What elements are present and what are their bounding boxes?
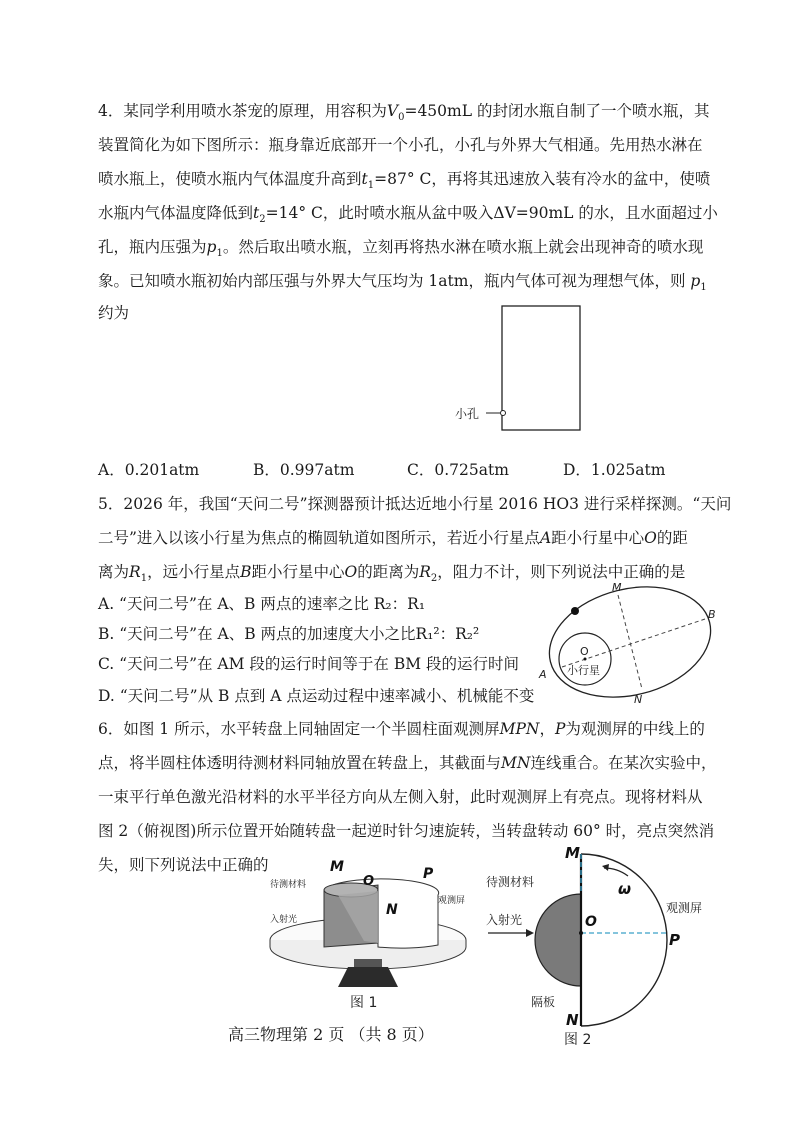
var-b: B xyxy=(240,563,252,581)
q6-text: 连线重合。在某次实验中， xyxy=(530,754,717,772)
var-o: O xyxy=(644,529,657,547)
var-r: R xyxy=(129,563,141,581)
label-asteroid: 小行星 xyxy=(567,664,600,677)
rotation-arrow-icon xyxy=(602,864,609,871)
q5-text: 二号”进入以该小行星为焦点的椭圆轨道如图所示，若近小行星点 xyxy=(98,529,540,547)
sub: 1 xyxy=(140,573,148,585)
var-r: R xyxy=(419,563,431,581)
stand-base xyxy=(338,967,398,987)
q4-option-a: A．0.201atm xyxy=(98,461,200,479)
q4-text: 喷水瓶上，使喷水瓶内气体温度升高到 xyxy=(98,170,362,188)
q5-line-1 xyxy=(98,497,731,513)
hole-label: 小孔 xyxy=(455,407,480,421)
major-axis xyxy=(562,619,705,667)
q4-text: 孔，瓶内压强为 xyxy=(98,238,207,256)
var-t: t xyxy=(361,170,368,188)
sub: 0 xyxy=(398,112,405,124)
sub: 2 xyxy=(430,573,438,585)
fig1-label-n: N xyxy=(386,902,398,918)
var-o: O xyxy=(344,563,358,581)
var-p: p xyxy=(206,238,217,256)
center-dot xyxy=(579,931,583,935)
label-n: N xyxy=(634,693,643,706)
figure-1 xyxy=(268,855,468,1015)
fig2-label-p: P xyxy=(669,931,680,949)
label-o: O xyxy=(580,645,589,658)
figure-2 xyxy=(478,838,718,1048)
sub: 1 xyxy=(700,282,707,294)
fig1-label-o: O xyxy=(363,874,375,889)
fig1-label-m: M xyxy=(330,859,344,875)
fig2-label-n: N xyxy=(566,1011,579,1029)
orbit-diagram xyxy=(528,578,724,710)
var-a: A xyxy=(539,529,552,547)
q5-text: 的距 xyxy=(656,529,688,547)
hole-icon xyxy=(501,411,506,416)
q4-line-1 xyxy=(98,104,709,123)
sub: 1 xyxy=(216,248,223,260)
q4-text: 。然后取出喷水瓶，立刻再将热水淋在喷水瓶上就会出现神奇的喷水现 xyxy=(222,238,704,256)
label-b: B xyxy=(708,608,716,621)
arrow-right-icon xyxy=(526,929,534,937)
fig1-label-material: 待测材料 xyxy=(270,880,307,890)
q6-line-2 xyxy=(98,756,716,772)
material-half-disc xyxy=(535,894,581,986)
var-mpn: MPN xyxy=(499,720,540,738)
q5-text: 5．2026 年，我国“天问二号”探测器预计抵达近地小行星 2016 HO3 进行采样探测。“天问 xyxy=(98,495,732,513)
var-v: V xyxy=(386,102,399,120)
label-a: A xyxy=(539,668,547,681)
q4-text: 象。已知喷水瓶初始内部压强与外界大气压均为 1atm，瓶内气体可视为理想气体，则 xyxy=(98,272,686,290)
fig1-label-incident: 入射光 xyxy=(270,915,298,925)
q6-text: 失，则下列说法中正确的 xyxy=(98,856,269,874)
minor-axis xyxy=(618,595,642,689)
q4-text: 装置简化为如下图所示：瓶身靠近底部开一个小孔，小孔与外界大气相通。先用热水淋在 xyxy=(98,136,703,154)
fig2-label-o: O xyxy=(585,914,597,930)
q6-text: 6．如图 1 所示，水平转盘上同轴固定一个半圆柱面观测屏 xyxy=(98,720,500,738)
var-p: p xyxy=(690,272,701,290)
q4-text: 水瓶内气体温度降低到 xyxy=(98,204,254,222)
q4-line-7 xyxy=(98,306,129,322)
q6-text: ， xyxy=(539,720,555,738)
fig1-label-p: P xyxy=(423,866,434,882)
fig1-caption: 图 1 xyxy=(350,995,378,1011)
q6-text: 一束平行单色激光沿材料的水平半径方向从左侧入射，此时观测屏上有亮点。现将材料从 xyxy=(98,788,703,806)
q6-line-1 xyxy=(98,722,705,738)
q5-text: 离为 xyxy=(98,563,130,581)
q4-line-6 xyxy=(98,274,707,293)
q4-text: =450mL 的封闭水瓶自制了一个喷水瓶，其 xyxy=(404,102,710,120)
label-m: M xyxy=(612,581,622,594)
probe-icon xyxy=(571,607,579,615)
q4-text: 约为 xyxy=(98,304,130,322)
q5-option-c: C. “天问二号”在 AM 段的运行时间等于在 BM 段的运行时间 xyxy=(98,655,520,673)
sub: 2 xyxy=(259,214,266,226)
q5-option-a: A. “天问二号”在 A、B 两点的速率之比 R₂：R₁ xyxy=(98,595,426,613)
fig2-label-m: M xyxy=(565,844,580,862)
bottle-diagram xyxy=(450,300,590,432)
q4-text: 4．某同学利用喷水茶宠的原理，用容积为 xyxy=(98,102,387,120)
q4-option-c: C．0.725atm xyxy=(407,461,509,479)
q4-text: =87° C，再将其迅速放入装有冷水的盆中，使喷 xyxy=(374,170,711,188)
bottle-outline xyxy=(502,306,580,430)
q5-line-2 xyxy=(98,531,688,547)
var-p: P xyxy=(554,720,566,738)
q6-line-3 xyxy=(98,790,703,806)
q4-option-d: D．1.025atm xyxy=(563,461,666,479)
q5-option-d: D. “天问二号”从 B 点到 A 点运动过程中速率减小、机械能不变 xyxy=(98,687,535,705)
q5-text: ，阻力不计，则下列说法中正确的是 xyxy=(437,563,686,581)
q4-line-4 xyxy=(98,206,718,225)
q4-option-b: B．0.997atm xyxy=(253,461,355,479)
fig2-label-screen: 观测屏 xyxy=(666,901,703,915)
q4-line-3 xyxy=(98,172,710,191)
q4-text: =14° C，此时喷水瓶从盆中吸入ΔV=90mL 的水，且水面超过小 xyxy=(265,204,718,222)
fig2-label-partition: 隔板 xyxy=(531,995,556,1009)
q5-text: 的距离为 xyxy=(357,563,420,581)
fig2-caption: 图 2 xyxy=(564,1032,592,1048)
stand-neck xyxy=(354,959,382,967)
var-t: t xyxy=(253,204,260,222)
q6-text: 图 2（俯视图)所示位置开始随转盘一起逆时针匀速旋转，当转盘转动 60° 时，亮点突然消 xyxy=(98,822,715,840)
page-footer: 高三物理第 2 页 （共 8 页） xyxy=(228,1025,434,1044)
fig2-label-material: 待测材料 xyxy=(486,875,535,889)
q6-text: 为观测屏的中线上的 xyxy=(565,720,705,738)
fig2-label-incident: 入射光 xyxy=(486,913,523,927)
q6-text: 点，将半圆柱体透明待测材料同轴放置在转盘上，其截面与 xyxy=(98,754,502,772)
q4-line-5 xyxy=(98,240,703,259)
var-mn: MN xyxy=(501,754,531,772)
fig1-label-screen: 观测屏 xyxy=(438,896,466,906)
q6-line-5 xyxy=(98,858,269,874)
q5-text: 距小行星中心 xyxy=(251,563,345,581)
q4-line-2 xyxy=(98,138,703,154)
q5-text: ，远小行星点 xyxy=(147,563,241,581)
q5-option-b: B. “天问二号”在 A、B 两点的加速度大小之比R₁²：R₂² xyxy=(98,625,480,643)
sub: 1 xyxy=(367,180,375,192)
fig2-label-omega: ω xyxy=(618,880,632,898)
q5-text: 距小行星中心 xyxy=(551,529,645,547)
